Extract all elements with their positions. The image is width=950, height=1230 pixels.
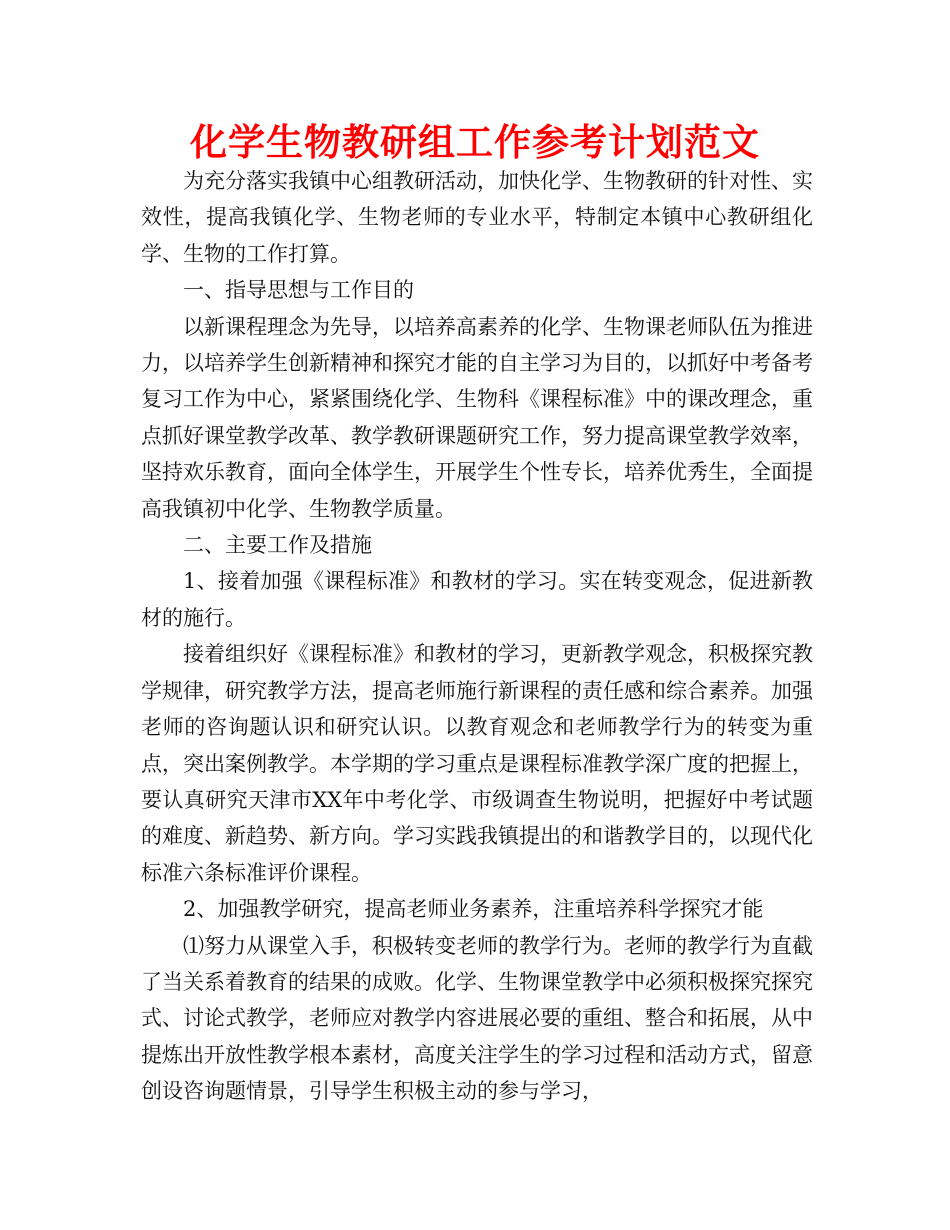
item-heading-2: 2、加强教学研究，提高老师业务素养，注重培养科学探究才能 [183, 897, 764, 922]
item-heading-1: 1、接着加强《课程标准》和教材的学习。实在转变观念，促进新教材的施行。 [141, 569, 813, 630]
paragraph-guiding-thought: 以新课程理念为先导，以培养高素养的化学、生物课老师队伍为推进力，以培养学生创新精神和探究才能的自主学习为目的，以抓好中考备考复习工作为中心，紧紧围绕化学、生物科《课程标准》中的课改理念，重点抓好课堂教学改革、教学教研课题研究工作，努力提高课堂教学效率，坚持欢乐教育，面向全体学生，开展学生个性专长，培养优秀生，全面提高我镇初中化学、生物教学质量。 [141, 314, 813, 521]
section-heading-2: 二、主要工作及措施 [183, 533, 372, 558]
paragraph-classroom-teaching: ⑴努力从课堂入手，积极转变老师的教学行为。老师的教学行为直截了当关系着教育的结果的成败。化学、生物课堂教学中必须积极探究探究式、讨论式教学，老师应对教学内容进展必要的重组、整合和拓展，从中提炼出开放性教学根本素材，高度关注学生的学习过程和活动方式，留意创设咨询题情景，引导学生积极主动的参与学习， [141, 933, 813, 1104]
section-heading-1: 一、指导思想与工作目的 [183, 278, 414, 303]
document-body [141, 163, 813, 1110]
paragraph-curriculum-study: 接着组织好《课程标准》和教材的学习，更新教学观念，积极探究教学规律，研究教学方法，提高老师施行新课程的责任感和综合素养。加强老师的咨询题认识和研究认识。以教育观念和老师教学行为的转变为重点，突出案例教学。本学期的学习重点是课程标准教学深广度的把握上，要认真研究天津市XX年中考化学、市级调查生物说明，把握好中考试题的难度、新趋势、新方向。学习实践我镇提出的和谐教学目的，以现代化标准六条标准评价课程。 [141, 642, 813, 885]
document-title: 化学生物教研组工作参考计划范文 [190, 121, 760, 164]
paragraph-intro: 为充分落实我镇中心组教研活动，加快化学、生物教研的针对性、实效性，提高我镇化学、生物老师的专业水平，特制定本镇中心教研组化学、生物的工作打算。 [141, 169, 813, 266]
